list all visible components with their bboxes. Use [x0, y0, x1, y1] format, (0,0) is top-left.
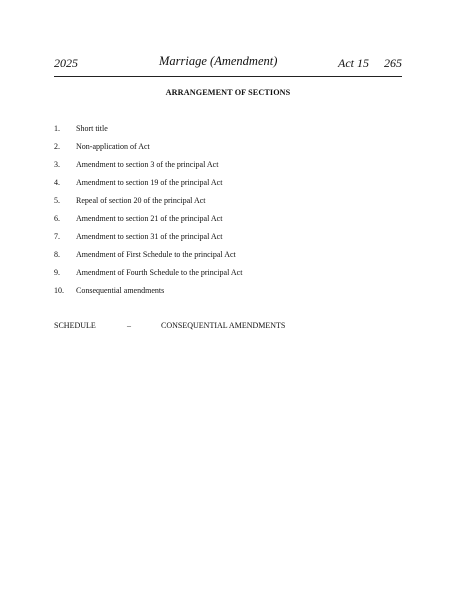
header-title: Marriage (Amendment) [159, 54, 278, 68]
header-divider [54, 76, 402, 77]
running-header [54, 54, 402, 74]
list-item [54, 123, 402, 141]
section-title: Repeal of section 20 of the principal Act [76, 196, 206, 205]
page-number: 265 [384, 56, 402, 70]
schedule-label: SCHEDULE [54, 321, 96, 330]
header-act-number: Act 15 [338, 56, 369, 70]
schedule-dash: – [127, 321, 131, 330]
section-title: Consequential amendments [76, 286, 165, 295]
list-item [54, 231, 402, 249]
schedule-title: CONSEQUENTIAL AMENDMENTS [161, 321, 286, 330]
list-item [54, 267, 402, 285]
list-item [54, 285, 402, 303]
list-item [54, 213, 402, 231]
section-number: 8. [54, 250, 60, 259]
section-title: Amendment to section 31 of the principal Act [76, 232, 223, 241]
list-item [54, 141, 402, 159]
section-heading: ARRANGEMENT OF SECTIONS [165, 88, 291, 97]
section-title: Amendment of Fourth Schedule to the principal Act [76, 268, 243, 277]
section-number: 6. [54, 214, 60, 223]
list-item [54, 177, 402, 195]
section-number: 9. [54, 268, 60, 277]
section-number: 10. [54, 286, 64, 295]
section-title: Short title [76, 124, 108, 133]
section-number: 5. [54, 196, 60, 205]
list-item [54, 249, 402, 267]
section-number: 7. [54, 232, 60, 241]
section-title: Non-application of Act [76, 142, 150, 151]
list-item [54, 159, 402, 177]
section-title: Amendment to section 3 of the principal Act [76, 160, 219, 169]
section-title: Amendment to section 21 of the principal Act [76, 214, 223, 223]
section-title: Amendment of First Schedule to the principal Act [76, 250, 236, 259]
section-number: 4. [54, 178, 60, 187]
header-year: 2025 [54, 56, 78, 70]
list-item [54, 195, 402, 213]
sections-list [54, 123, 402, 303]
section-number: 2. [54, 142, 60, 151]
section-title: Amendment to section 19 of the principal Act [76, 178, 223, 187]
section-number: 1. [54, 124, 60, 133]
section-number: 3. [54, 160, 60, 169]
